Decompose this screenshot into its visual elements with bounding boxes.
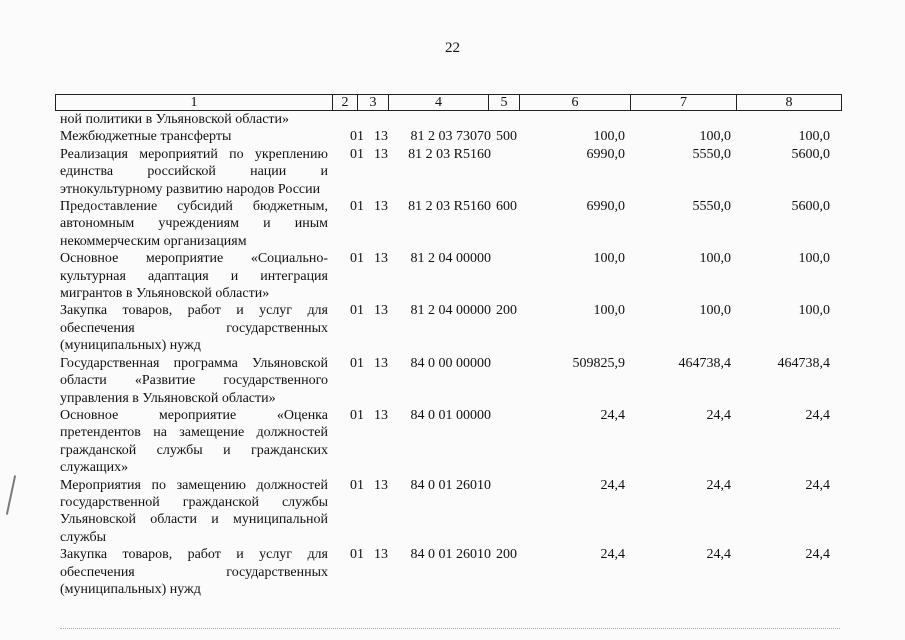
cell-c2: 01 bbox=[350, 146, 364, 162]
cell-c2: 01 bbox=[350, 303, 364, 319]
cell-c7: 100,0 bbox=[699, 251, 731, 267]
cell-c8: 5600,0 bbox=[791, 199, 830, 215]
table-row bbox=[60, 128, 830, 145]
cell-c3: 13 bbox=[374, 477, 388, 493]
cell-c4: 81 2 04 00000 bbox=[410, 303, 491, 319]
header-col-3: 3 bbox=[358, 95, 389, 110]
cell-c6: 100,0 bbox=[593, 129, 625, 145]
cell-c2: 01 bbox=[350, 407, 364, 423]
table-row bbox=[60, 146, 830, 198]
cell-c8: 24,4 bbox=[805, 547, 830, 563]
cell-c7 bbox=[625, 111, 731, 128]
cell-c2: 01 bbox=[350, 129, 364, 145]
cell-c4: 84 0 01 26010 bbox=[410, 477, 491, 493]
cell-c3: 13 bbox=[374, 303, 388, 319]
cell-c6: 6990,0 bbox=[586, 146, 625, 162]
cell-c5 bbox=[491, 407, 517, 477]
cell-c7: 24,4 bbox=[706, 407, 731, 423]
cell-c4: 84 0 01 00000 bbox=[410, 407, 491, 423]
cell-c6: 24,4 bbox=[600, 477, 625, 493]
cell-c6: 100,0 bbox=[593, 251, 625, 267]
cell-c7: 24,4 bbox=[706, 547, 731, 563]
header-col-7: 7 bbox=[631, 95, 737, 110]
cell-desc: Закупка товаров, работ и услуг для обеспечения государственных (муниципальных) нужд bbox=[60, 303, 328, 354]
cell-c3: 13 bbox=[374, 251, 388, 267]
table-body bbox=[60, 111, 830, 598]
cell-c8: 100,0 bbox=[798, 251, 830, 267]
cell-c2: 01 bbox=[350, 547, 364, 563]
cell-c5: 200 bbox=[496, 547, 517, 563]
cell-c3: 13 bbox=[374, 129, 388, 145]
table-row bbox=[60, 546, 830, 598]
cell-c3: 13 bbox=[374, 355, 388, 371]
cell-c5 bbox=[491, 355, 517, 407]
cell-c4: 81 2 03 R5160 bbox=[408, 146, 491, 162]
cell-c7: 24,4 bbox=[706, 477, 731, 493]
cell-c5: 600 bbox=[496, 199, 517, 215]
scan-edge bbox=[60, 628, 840, 630]
cell-c8: 100,0 bbox=[798, 129, 830, 145]
cell-c3: 13 bbox=[374, 407, 388, 423]
cell-c3: 13 bbox=[374, 199, 388, 215]
cell-c4 bbox=[388, 111, 491, 128]
cell-c8: 100,0 bbox=[798, 303, 830, 319]
cell-c7: 5550,0 bbox=[692, 146, 731, 162]
cell-c5: 500 bbox=[496, 129, 517, 145]
cell-c4: 81 2 03 R5160 bbox=[408, 199, 491, 215]
cell-c4: 81 2 04 00000 bbox=[410, 251, 491, 267]
cell-c2 bbox=[328, 111, 364, 128]
cell-c8: 24,4 bbox=[805, 407, 830, 423]
header-col-4: 4 bbox=[389, 95, 489, 110]
cell-desc: ной политики в Ульяновской области» bbox=[60, 112, 290, 127]
table-row bbox=[60, 250, 830, 302]
table-row bbox=[60, 407, 830, 477]
cell-c6: 6990,0 bbox=[586, 199, 625, 215]
cell-c7: 100,0 bbox=[699, 129, 731, 145]
cell-c8 bbox=[731, 111, 830, 128]
cell-c7: 464738,4 bbox=[678, 355, 731, 371]
cell-c6: 509825,9 bbox=[572, 355, 625, 371]
cell-c2: 01 bbox=[350, 251, 364, 267]
header-col-8: 8 bbox=[785, 95, 793, 110]
cell-c6: 24,4 bbox=[600, 547, 625, 563]
table-header bbox=[55, 94, 842, 111]
cell-c6: 100,0 bbox=[593, 303, 625, 319]
cell-c8: 24,4 bbox=[805, 477, 830, 493]
cell-desc: Государственная программа Ульяновской области «Развитие государственного управления в Ульяновской области» bbox=[60, 355, 328, 406]
cell-c3: 13 bbox=[374, 547, 388, 563]
header-col-6: 6 bbox=[520, 95, 631, 110]
cell-c6 bbox=[517, 111, 625, 128]
cell-c7: 5550,0 bbox=[692, 199, 731, 215]
cell-desc: Закупка товаров, работ и услуг для обеспечения государственных (муниципальных) нужд bbox=[60, 547, 328, 597]
cell-c5 bbox=[491, 250, 517, 302]
cell-c8: 464738,4 bbox=[777, 355, 830, 371]
cell-desc: Реализация мероприятий по укреплению единства российской нации и этнокультурному развитию народов России bbox=[60, 146, 328, 197]
cell-c2: 01 bbox=[350, 355, 364, 371]
cell-c5 bbox=[491, 111, 517, 128]
cell-c7: 100,0 bbox=[699, 303, 731, 319]
cell-desc: Предоставление субсидий бюджетным, автономным учреждениям и иным некоммерческим организациям bbox=[60, 199, 328, 249]
header-col-1: 1 bbox=[56, 95, 333, 110]
cell-c5: 200 bbox=[496, 303, 517, 319]
header-col-5: 5 bbox=[489, 95, 520, 110]
table-row bbox=[60, 477, 830, 547]
cell-c5 bbox=[491, 477, 517, 547]
cell-c3 bbox=[364, 111, 388, 128]
cell-c4: 84 0 00 00000 bbox=[410, 355, 491, 371]
cell-c8: 5600,0 bbox=[791, 146, 830, 162]
cell-desc: Межбюджетные трансферты bbox=[60, 129, 232, 145]
table-row bbox=[60, 302, 830, 354]
cell-c2: 01 bbox=[350, 477, 364, 493]
cell-c4: 81 2 03 73070 bbox=[410, 129, 491, 145]
cell-c5 bbox=[491, 146, 517, 198]
cell-c3: 13 bbox=[374, 146, 388, 162]
cell-c4: 84 0 01 26010 bbox=[410, 547, 491, 563]
cell-desc: Основное мероприятие «Социально-культурная адаптация и интеграция мигрантов в Ульяновской области» bbox=[60, 251, 328, 302]
scan-mark bbox=[6, 475, 16, 515]
table-row bbox=[60, 111, 830, 128]
cell-desc: Основное мероприятие «Оценка претендентов на замещение должностей гражданской службы и гражданских служащих» bbox=[60, 407, 328, 476]
cell-desc: Мероприятия по замещению должностей государственной гражданской службы Ульяновской области и муниципальной службы bbox=[60, 477, 328, 545]
table-row bbox=[60, 355, 830, 407]
cell-c2: 01 bbox=[350, 199, 364, 215]
header-col-2: 2 bbox=[333, 95, 358, 110]
page-number: 22 bbox=[445, 40, 460, 56]
cell-c6: 24,4 bbox=[600, 407, 625, 423]
table-row bbox=[60, 198, 830, 250]
